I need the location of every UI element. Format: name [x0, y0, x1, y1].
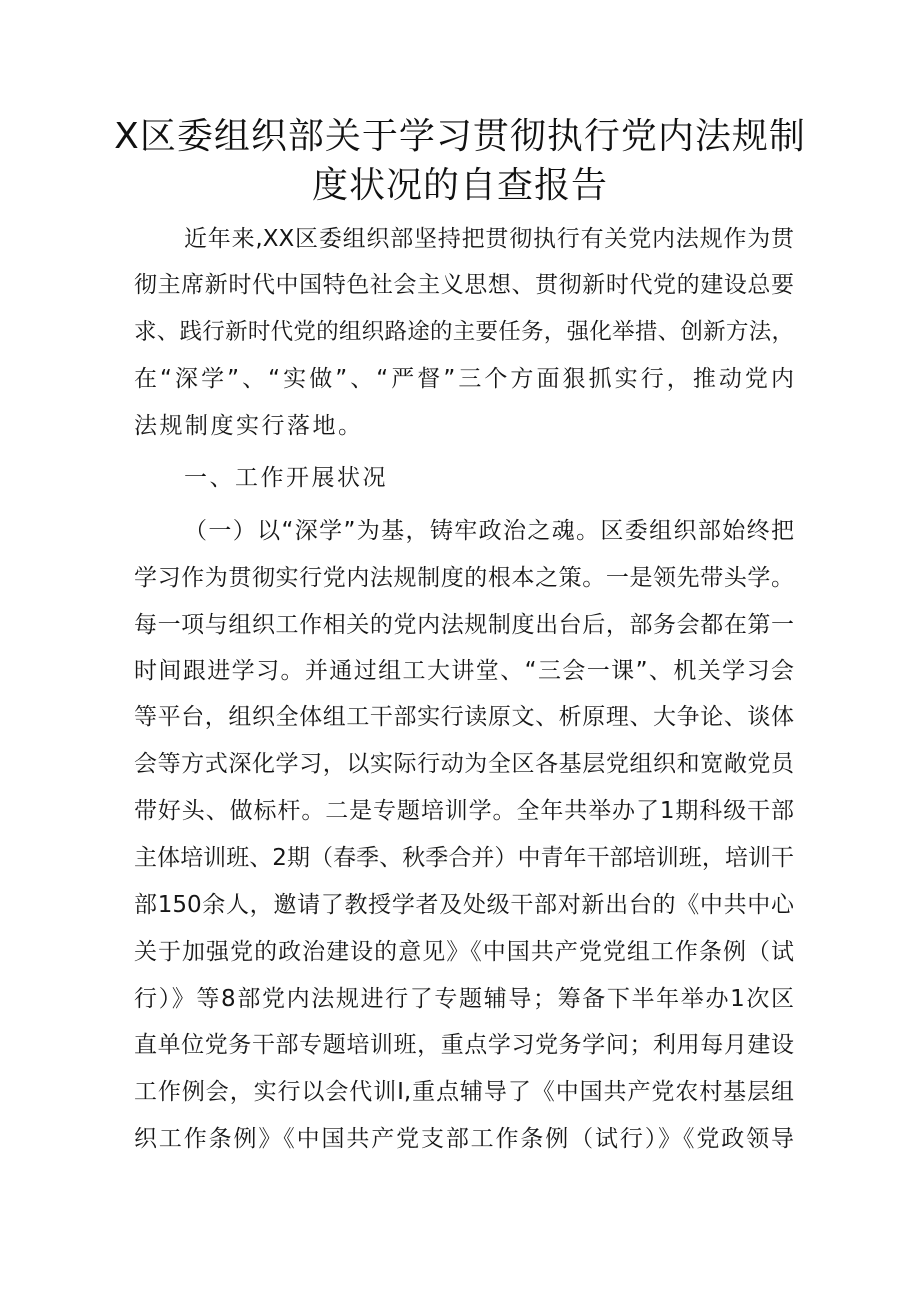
body-line: 求、践行新时代党的组织路途的主要任务，强化举措、创新方法， — [134, 319, 794, 345]
body-line: 行）》等8部党内法规进行了专题辅导；筹备下半年举办1次区 — [134, 986, 794, 1012]
body-line: 近年来,XX区委组织部坚持把贯彻执行有关党内法规作为贯 — [184, 226, 794, 252]
section-heading: 一、工作开展状况 — [184, 465, 388, 491]
body-line: 关于加强党的政治建设的意见》《中国共产党党组工作条例（试 — [134, 939, 794, 965]
body-line: （一）以“深学”为基，铸牢政治之魂。区委组织部始终把 — [184, 518, 794, 544]
body-line: 部150余人，邀请了教授学者及处级干部对新出台的《中共中心 — [134, 892, 794, 918]
body-line: 主体培训班、2期（春季、秋季合并）中青年干部培训班，培训干 — [134, 845, 794, 871]
body-line: 带好头、做标杆。二是专题培训学。全年共举办了1期科级干部 — [134, 798, 794, 824]
body-line: 工作例会，实行以会代训I,重点辅导了《中国共产党农村基层组 — [134, 1079, 794, 1105]
body-line: 等平台，组织全体组工干部实行读原文、析原理、大争论、谈体 — [134, 704, 794, 730]
body-line: 直单位党务干部专题培训班，重点学习党务学问；利用每月建设 — [134, 1032, 794, 1058]
body-line: 在“深学”、“实做”、“严督”三个方面狠抓实行，推动党内 — [134, 366, 794, 392]
body-line: 时间跟进学习。并通过组工大讲堂、“三会一课”、机关学习会 — [134, 658, 794, 684]
body-line: 会等方式深化学习，以实际行动为全区各基层党组织和宽敞党员 — [134, 751, 794, 777]
document-title-line-2: 度状况的自查报告 — [311, 165, 608, 206]
body-line: 每一项与组织工作相关的党内法规制度出台后，部务会都在第一 — [134, 612, 794, 638]
body-line: 织工作条例》《中国共产党支部工作条例（试行）》《党政领导 — [134, 1126, 794, 1152]
body-line: 法规制度实行落地。 — [134, 413, 364, 439]
body-line: 彻主席新时代中国特色社会主义思想、贯彻新时代党的建设总要 — [134, 272, 794, 298]
document-title-line-1: X区委组织部关于学习贯彻执行党内法规制 — [114, 116, 806, 157]
body-line: 学习作为贯彻实行党内法规制度的根本之策。一是领先带头学。 — [134, 565, 794, 591]
